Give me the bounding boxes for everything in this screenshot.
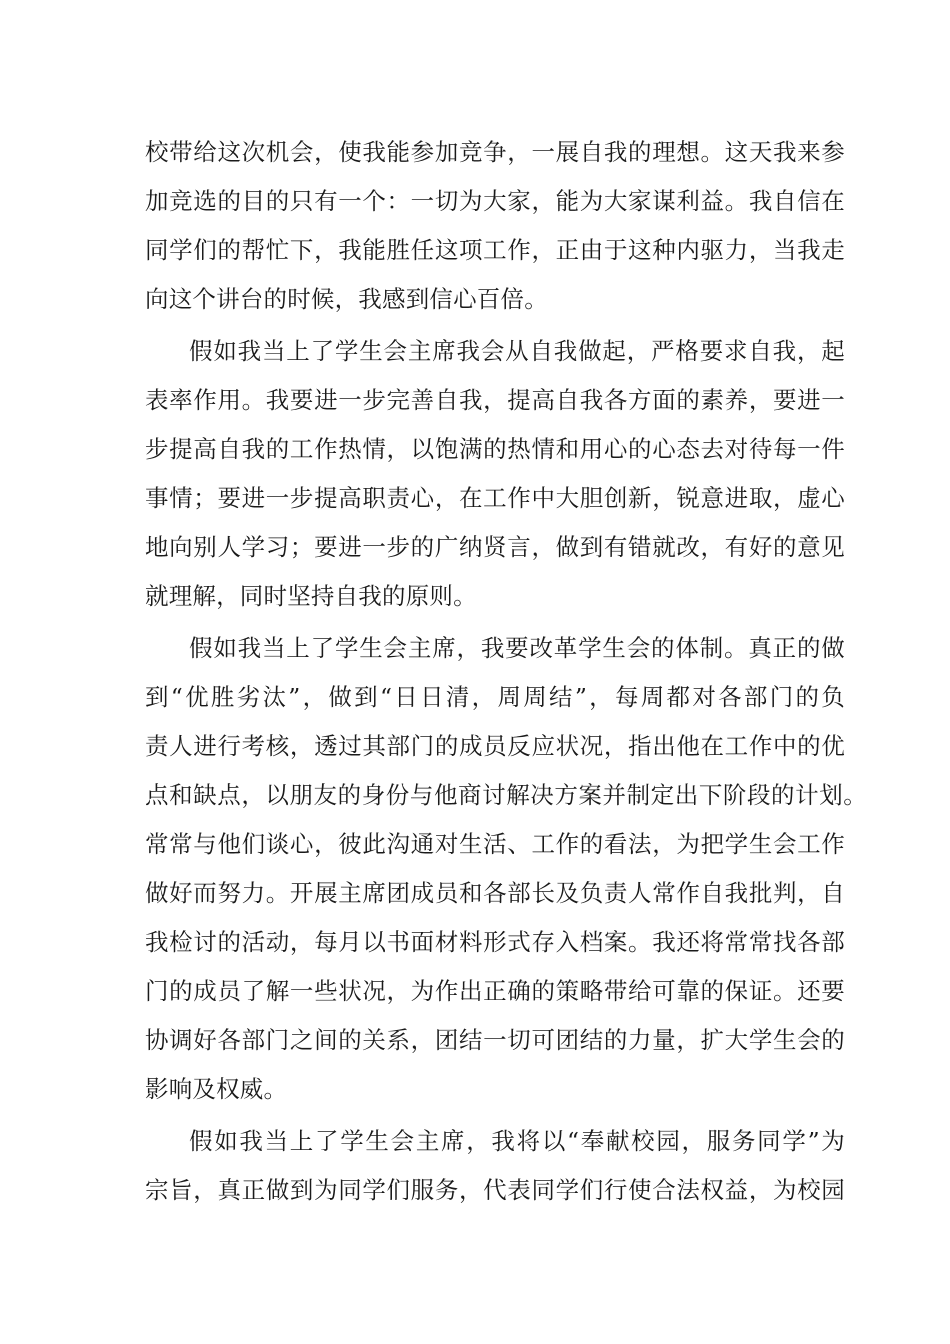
paragraph-line: 假如我当上了学生会主席，我要改革学生会的体制。真正的做 — [189, 634, 845, 662]
paragraph-line: 向这个讲台的时候，我感到信心百倍。 — [145, 285, 548, 313]
paragraph-line: 校带给这次机会，使我能参加竞争，一展自我的理想。这天我来参 — [145, 138, 845, 166]
paragraph-line: 做好而努力。开展主席团成员和各部长及负责人常作自我批判，自 — [145, 879, 845, 907]
paragraph-line: 表率作用。我要进一步完善自我，提高自我各方面的素养，要进一 — [145, 386, 845, 414]
paragraph-line: 影响及权威。 — [145, 1075, 288, 1103]
paragraph-line: 假如我当上了学生会主席我会从自我做起，严格要求自我，起 — [189, 337, 845, 365]
paragraph-line: 宗旨，真正做到为同学们服务，代表同学们行使合法权益，为校园 — [145, 1176, 845, 1204]
paragraph-line: 到“优胜劣汰”，做到“日日清，周周结”，每周都对各部门的负 — [145, 683, 845, 711]
paragraph-line: 就理解，同时坚持自我的原则。 — [145, 582, 477, 610]
paragraph-line: 协调好各部门之间的关系，团结一切可团结的力量，扩大学生会的 — [145, 1026, 845, 1054]
paragraph-line: 加竞选的目的只有一个：一切为大家，能为大家谋利益。我自信在 — [145, 187, 845, 215]
paragraph-line: 事情；要进一步提高职责心，在工作中大胆创新，锐意进取，虚心 — [145, 484, 845, 512]
paragraph-line: 门的成员了解一些状况，为作出正确的策略带给可靠的保证。还要 — [145, 977, 845, 1005]
paragraph-line: 假如我当上了学生会主席，我将以“奉献校园，服务同学”为 — [189, 1127, 845, 1155]
paragraph-line: 步提高自我的工作热情，以饱满的热情和用心的心态去对待每一件 — [145, 435, 845, 463]
paragraph-line: 同学们的帮忙下，我能胜任这项工作，正由于这种内驱力，当我走 — [145, 236, 845, 264]
paragraph-line: 责人进行考核，透过其部门的成员反应状况，指出他在工作中的优 — [145, 732, 845, 760]
paragraph-line: 点和缺点，以朋友的身份与他商讨解决方案并制定出下阶段的计划。 — [145, 781, 867, 809]
paragraph-line: 常常与他们谈心，彼此沟通对生活、工作的看法，为把学生会工作 — [145, 830, 845, 858]
paragraph-line: 地向别人学习；要进一步的广纳贤言，做到有错就改，有好的意见 — [145, 533, 845, 561]
paragraph-line: 我检讨的活动，每月以书面材料形式存入档案。我还将常常找各部 — [145, 928, 845, 956]
